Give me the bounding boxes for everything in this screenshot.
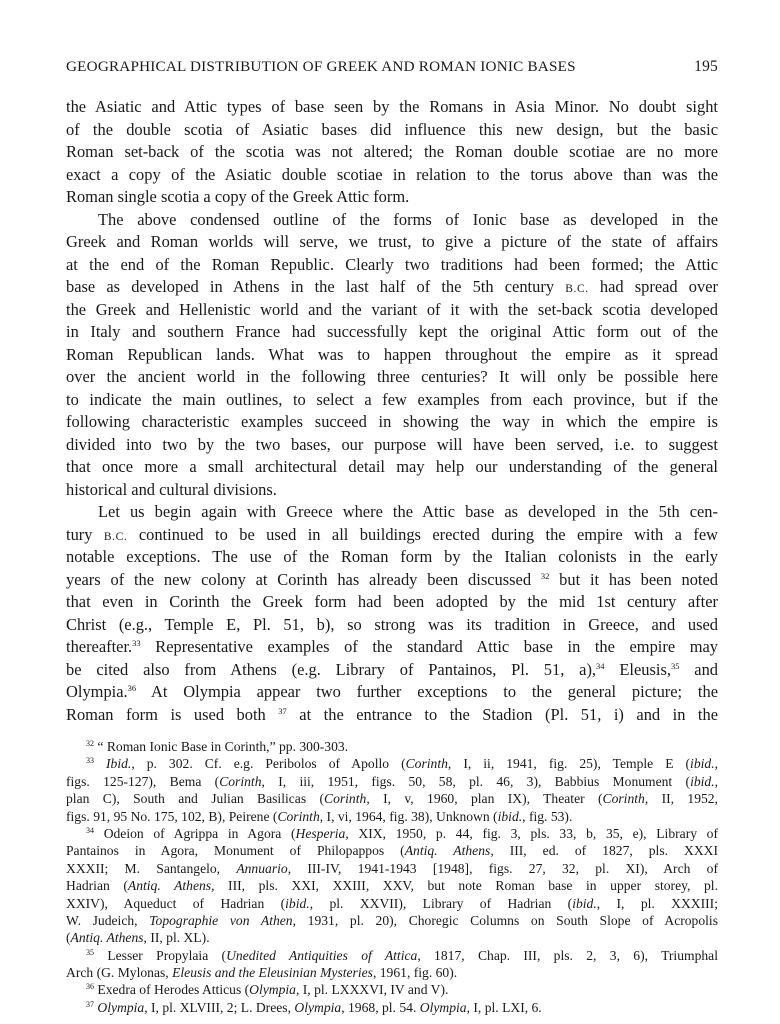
text-line (66, 636, 718, 659)
fn-italic: Antiq. Athens (404, 843, 491, 859)
footnote-line (66, 895, 718, 912)
fn-italic: Olympia (294, 999, 342, 1015)
fn-text: , I, pl. XLVIII, 2; L. Drees, (144, 999, 295, 1015)
fn-text: , I, ii, 1941, fig. 25), Temple E ( (447, 756, 691, 772)
text-line (66, 681, 718, 704)
fn-text: XXXII; M. Santangelo, (66, 860, 237, 876)
footnote-ref[interactable]: 34 (596, 660, 605, 671)
footnote-34 (66, 825, 718, 842)
fn-italic: Olympia (97, 999, 145, 1015)
footnote-number: 33 (86, 756, 94, 766)
fn-italic: Ibid. (106, 756, 132, 772)
text-line: Christ (e.g., Temple E, Pl. 51, b), so strong was its tradition in Greece, and used (66, 614, 718, 634)
fn-italic: Corinth (277, 808, 320, 824)
footnote-35 (66, 947, 718, 964)
text-line (66, 569, 718, 592)
footnote-36 (66, 981, 718, 998)
fn-italic: Corinth (219, 773, 262, 789)
footnote-line (66, 773, 718, 790)
fn-text: , XIX, 1950, p. 44, fig. 3, pls. 33, b, 35, e), Library of (345, 825, 719, 841)
fn-text: , pl. XXVII), Library of Hadrian ( (309, 895, 573, 911)
footnote-37 (66, 999, 718, 1016)
fn-text: , I, pl. LXXXVI, IV and V). (295, 982, 449, 998)
text-segment: at the entrance to the Stadion (Pl. 51, i) and in the (299, 704, 719, 724)
page-number: 195 (694, 58, 718, 75)
fn-italic: ibid. (285, 895, 310, 911)
fn-text: , p. 302. Cf. e.g. Peribolos of Apollo ( (131, 756, 406, 772)
text-line: Roman single scotia a copy of the Greek Attic form. (66, 187, 410, 206)
text-line: Roman Republican lands. What was to happen throughout the empire as it spread (66, 344, 718, 364)
fn-text: Odeion of Agrippa in Agora ( (103, 825, 296, 841)
fn-italic: ibid. (572, 895, 597, 911)
fn-text: figs. 91, 95 No. 175, 102, B), Peirene ( (66, 808, 278, 824)
bc-abbrev: B.C. (103, 530, 128, 543)
fn-italic: Corinth (324, 791, 367, 807)
footnotes (66, 738, 718, 1016)
fn-text: , (714, 756, 718, 772)
text-line: historical and cultural divisions. (66, 479, 277, 499)
fn-italic: ibid. (690, 773, 715, 789)
text-line: to indicate the main outlines, to select a few examples from each province, but if the (66, 389, 718, 409)
text-segment: Eleusis, (619, 659, 671, 679)
text-line (66, 524, 718, 547)
footnote-number: 36 (86, 982, 94, 992)
footnote-line (66, 964, 718, 981)
bc-abbrev: B.C. (565, 283, 589, 295)
text-line: that once more a small architectural detail may help our understanding of the general (66, 457, 718, 476)
fn-italic: ibid. (497, 808, 523, 824)
text-line: in Italy and southern France had successfully kept the original Attic form out of the (66, 322, 718, 341)
footnote-32 (66, 738, 718, 755)
text-line: over the ancient world in the following three centuries? It will only be possible here (66, 367, 718, 386)
fn-italic: Topographie von Athen (149, 912, 293, 928)
footnote-line (66, 912, 718, 929)
footnote-ref[interactable]: 32 (540, 570, 550, 581)
fn-italic: Olympia (419, 999, 467, 1015)
fn-text: , I, vi, 1964, fig. 38), Unknown ( (319, 808, 498, 824)
fn-italic: Annuario (236, 860, 288, 876)
footnote-ref[interactable]: 36 (127, 683, 137, 693)
text-line (66, 659, 718, 682)
fn-text: ( (66, 930, 71, 946)
text-segment: At Olympia appear two further exceptions to the general picture; the (151, 682, 719, 701)
text-segment: base as developed in Athens in the last half of the 5th century (66, 277, 555, 296)
text-line: The above condensed outline of the forms of Ionic base as developed in the (98, 209, 718, 229)
fn-text: , 1817, Chap. III, pls. 2, 3, 6), Triumphal (417, 947, 718, 963)
text-segment: be cited also from Athens (e.g. Library of Pantainos, Pl. 51, a), (66, 659, 597, 679)
text-line: following characteristic examples succeed in showing the way in which the empire is (66, 412, 718, 431)
running-title: GEOGRAPHICAL DISTRIBUTION OF GREEK AND ROMAN IONIC BASES (66, 58, 576, 75)
fn-text: , I, pl. XXXIII; (596, 895, 718, 911)
text-line: that even in Corinth the Greek form had been adopted by the mid 1st century after (66, 592, 718, 611)
fn-italic: Corinth (602, 791, 645, 807)
text-line: exact a copy of the Asiatic double scotiae in relation to the torus above than was the (66, 164, 718, 184)
fn-text: , I, pl. LXI, 6. (466, 999, 542, 1015)
text-line: divided into two by the two bases, our purpose will have been served, i.e. to suggest (66, 434, 718, 454)
fn-text: , III, ed. of 1827, pls. XXXI (490, 843, 718, 859)
footnote-number: 37 (86, 999, 94, 1009)
text-segment: years of the new colony at Corinth has already been discussed (66, 569, 532, 589)
text-segment: continued to be used in all buildings erected during the empire with a few (138, 524, 719, 544)
fn-text: , 1931, pl. 20), Choregic Columns on South Slope of Acropolis (292, 912, 718, 928)
footnote-33 (66, 755, 718, 772)
fn-text: Pantainos in Agora, Monument of Philopappos ( (66, 843, 405, 859)
text-line: Roman set-back of the scotia was not altered; the Roman double scotiae are no more (66, 142, 718, 161)
fn-text: , I, iii, 1951, figs. 50, 58, pl. 46, 3), Babbius Monument ( (261, 773, 691, 789)
fn-text: figs. 125-127), Bema ( (66, 773, 220, 789)
fn-italic: Eleusis and the Eleusinian Mysteries (172, 965, 373, 981)
text-line: the Asiatic and Attic types of base seen by the Romans in Asia Minor. No doubt sight (66, 97, 718, 116)
fn-text: Exedra of Herodes Atticus ( (97, 982, 250, 998)
fn-text: plan C), South and Julian Basilicas ( (66, 791, 324, 807)
fn-italic: Hesperia (295, 825, 346, 841)
fn-italic: Corinth (405, 756, 448, 772)
text-segment: thereafter. (66, 637, 133, 656)
fn-text: , III-IV, 1941-1943 [1948], figs. 27, 32, pl. XI), Arch of (287, 860, 718, 876)
fn-text: Lesser Propylaia ( (107, 947, 227, 963)
fn-text: , III, pls. XXI, XXIII, XXV, but note Roman base in upper storey, pl. (211, 878, 718, 894)
footnote-ref[interactable]: 33 (132, 638, 141, 648)
footnote-number: 34 (86, 825, 94, 835)
fn-italic: Olympia (249, 982, 296, 998)
fn-text: , II, pl. XL). (143, 930, 210, 946)
text-line: of the double scotia of Asiatic bases did influence this new design, but the basic (66, 119, 718, 139)
text-segment: and (694, 659, 719, 679)
fn-text: Hadrian ( (66, 878, 128, 894)
footnote-line (66, 929, 718, 946)
page (66, 58, 718, 1016)
fn-text: , 1968, pl. 54. (341, 999, 420, 1015)
fn-italic: Antiq. Athens (70, 930, 144, 946)
footnote-text: “ Roman Ionic Base in Corinth,” pp. 300-303. (97, 739, 349, 754)
footnote-ref[interactable]: 37 (278, 705, 287, 716)
footnote-number: 32 (86, 739, 94, 748)
fn-text: , 1961, fig. 60). (372, 965, 458, 981)
text-segment: had spread over (599, 277, 719, 296)
footnote-number: 35 (86, 947, 94, 957)
text-segment: tury (66, 524, 93, 544)
footnote-line (66, 842, 718, 859)
main-text (66, 96, 718, 726)
fn-text: W. Judeich, (66, 912, 150, 928)
fn-text: , fig. 53). (522, 808, 573, 824)
fn-italic: Unedited Antiquities of Attica (226, 947, 418, 963)
footnote-line (66, 808, 718, 825)
text-segment: but it has been noted (559, 569, 718, 589)
text-line (66, 276, 718, 299)
footnote-ref[interactable]: 35 (670, 660, 680, 671)
fn-text: , (714, 773, 719, 789)
text-segment: Representative examples of the standard Attic base in the empire may (155, 637, 718, 656)
fn-italic: Antiq. Athens (127, 878, 212, 894)
fn-text: Arch (G. Mylonas, (66, 965, 173, 981)
text-line: Let us begin again with Greece where the Attic base as developed in the 5th cen- (98, 502, 718, 521)
fn-text: XXIV), Aqueduct of Hadrian ( (66, 895, 286, 911)
text-line: at the end of the Roman Republic. Clearly two traditions had been formed; the Attic (66, 254, 718, 274)
footnote-line (66, 790, 718, 807)
text-line (66, 704, 718, 727)
running-header (66, 58, 718, 82)
fn-text: , II, 1952, (644, 791, 719, 807)
text-line: Greek and Roman worlds will serve, we trust, to give a picture of the state of affairs (66, 232, 718, 251)
fn-italic: ibid. (690, 756, 715, 772)
footnote-line (66, 877, 718, 894)
text-segment: Olympia. (66, 682, 128, 701)
text-line: the Greek and Hellenistic world and the variant of it with the set-back scotia developed (66, 299, 718, 319)
text-segment: Roman form is used both (66, 704, 266, 724)
text-line: notable exceptions. The use of the Roman form by the Italian colonists in the early (66, 547, 718, 566)
fn-text: , I, v, 1960, plan IX), Theater ( (366, 791, 603, 807)
footnote-line (66, 860, 718, 877)
